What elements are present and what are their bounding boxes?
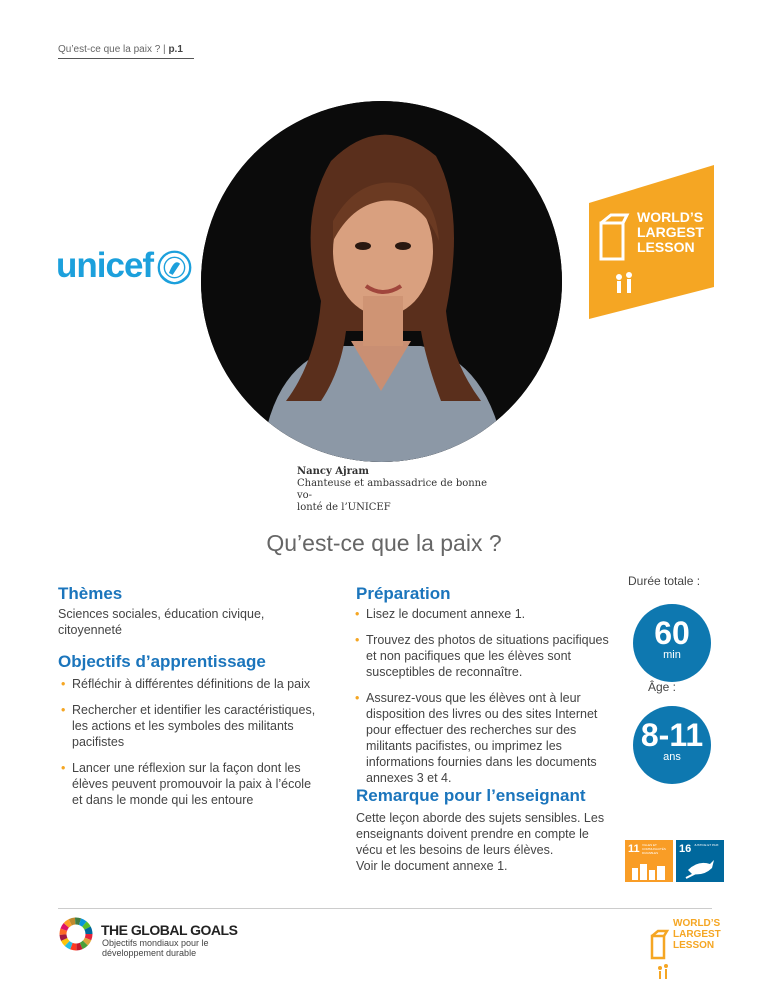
footer-divider bbox=[58, 908, 712, 909]
list-item: • Lancer une réflexion sur la façon dont les élèves peuvent promouvoir la paix à l’école et dans le monde qui les entoure bbox=[58, 760, 323, 808]
portrait-illustration bbox=[201, 101, 562, 462]
wll-footer-text bbox=[673, 918, 721, 951]
dove-icon bbox=[684, 858, 718, 880]
objectives-heading: Objectifs d’apprentissage bbox=[58, 652, 266, 671]
preparation-list bbox=[352, 606, 620, 796]
wll-word-2: LARGEST bbox=[637, 224, 704, 240]
wll-footer-word-2: LARGEST bbox=[673, 929, 721, 940]
list-item: • Trouvez des photos de situations pacifiques et non pacifiques que les élèves sont susceptibles de reconnaître. bbox=[352, 632, 620, 680]
wll-word-1: WORLD’S bbox=[637, 209, 704, 225]
sdg-11-label: VILLES ET COMMUNAUTÉS DURABLES bbox=[642, 843, 666, 855]
themes-heading: Thèmes bbox=[58, 584, 123, 603]
sdg-16-icon bbox=[676, 840, 724, 882]
list-item: • Lisez le document annexe 1. bbox=[352, 606, 620, 622]
sdg-16-label: JUSTICE ET PAIX bbox=[694, 843, 719, 847]
list-item: • Rechercher et identifier les caractéristiques, les actions et les symboles des militants pacifistes bbox=[58, 702, 323, 750]
unicef-globe-icon bbox=[156, 249, 193, 286]
caption-name: Nancy Ajram bbox=[297, 466, 369, 477]
portrait-photo bbox=[201, 101, 562, 462]
photo-caption bbox=[297, 466, 497, 514]
wll-footer-word-3: LESSON bbox=[673, 940, 715, 951]
sdg-11-number: 11 bbox=[628, 843, 640, 855]
wll-footer-word-1: WORLD’S bbox=[673, 918, 721, 929]
duration-label: Durée totale : bbox=[628, 574, 701, 588]
city-icon bbox=[631, 862, 667, 880]
age-unit: ans bbox=[663, 751, 681, 763]
age-value: 8-11 bbox=[640, 717, 704, 753]
teacher-note-text: Cette leçon aborde des sujets sensibles. Les enseignants doivent prendre en compte le vécu et les besoins de leurs élèves. Voir le document annexe 1. bbox=[356, 811, 605, 873]
lesson-title: Qu’est-ce que la paix ? bbox=[266, 530, 502, 556]
global-goals-subtitle: Objectifs mondiaux pour le développement durable bbox=[102, 938, 209, 958]
age-label: Âge : bbox=[648, 680, 677, 694]
duration-badge bbox=[633, 604, 711, 682]
themes-text: Sciences sociales, éducation civique, citoyenneté bbox=[58, 607, 265, 637]
global-goals-wheel-icon bbox=[58, 916, 94, 952]
duration-unit: min bbox=[663, 649, 681, 661]
wll-logo-text bbox=[637, 210, 704, 255]
list-item: • Assurez-vous que les élèves ont à leur disposition des livres ou des sites Internet pour effectuer des recherches sur des militants pacifistes, ou imprimez les informations fournies dans les documents annexes 3 et 4. bbox=[352, 690, 620, 786]
duration-value: 60 bbox=[654, 615, 690, 651]
unicef-logo: unicef bbox=[56, 246, 154, 285]
sdg-11-icon bbox=[625, 840, 673, 882]
age-badge bbox=[633, 706, 711, 784]
teacher-note-heading: Remarque pour l’enseignant bbox=[356, 786, 586, 805]
list-item: • Réfléchir à différentes définitions de la paix bbox=[58, 676, 323, 692]
caption-role: Chanteuse et ambassadrice de bonne vo- lonté de l’UNICEF bbox=[297, 478, 488, 513]
page-header bbox=[58, 44, 194, 59]
sdg-16-number: 16 bbox=[679, 843, 692, 855]
header-title: Qu’est-ce que la paix ? | bbox=[58, 44, 169, 55]
wll-word-3: LESSON bbox=[637, 239, 695, 255]
objectives-list bbox=[58, 676, 323, 818]
global-goals-title: THE GLOBAL GOALS bbox=[101, 922, 238, 938]
page-number: p.1 bbox=[168, 44, 183, 55]
preparation-heading: Préparation bbox=[356, 584, 451, 603]
